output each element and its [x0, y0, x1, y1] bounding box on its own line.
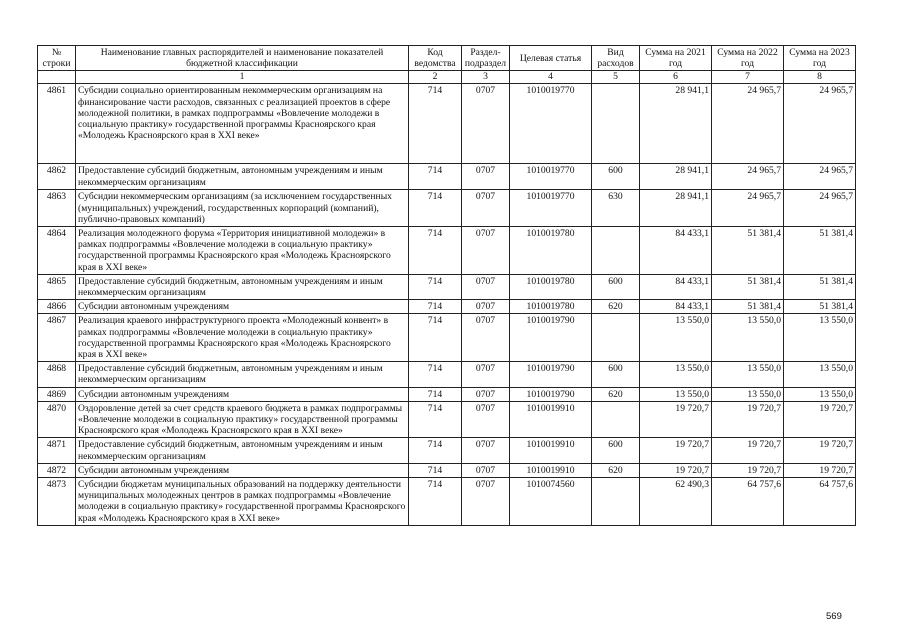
col-number: 4	[510, 71, 592, 84]
table-row	[38, 387, 856, 401]
row-sum-2021: 19 720,7	[640, 401, 712, 438]
row-sum-2023: 51 381,4	[784, 274, 856, 299]
row-sum-2021: 84 433,1	[640, 274, 712, 299]
row-section: 0707	[462, 84, 510, 164]
col-number: 6	[640, 71, 712, 84]
row-target-article: 1010019780	[510, 227, 592, 275]
col-number: 1	[76, 71, 409, 84]
col-number: 7	[712, 71, 784, 84]
row-name: Реализация молодежного форума «Территория инициативной молодежи» в рамках подпрограммы «Вовлечение молодежи в социальную практику» государственной программы Красноярского края «Молодежь Красноярского края в XXI веке»	[76, 227, 409, 275]
row-sum-2021: 84 433,1	[640, 227, 712, 275]
col-number	[38, 71, 76, 84]
row-sum-2022: 13 550,0	[712, 362, 784, 387]
row-sum-2022: 13 550,0	[712, 387, 784, 401]
row-department-code: 714	[409, 387, 462, 401]
row-sum-2022: 24 965,7	[712, 164, 784, 190]
row-name: Реализация краевого инфраструктурного проекта «Молодежный конвент» в рамках подпрограммы «Вовлечение молодежи в социальную практику» государственной программы Красноярского края «Молодежь Красноярского края в XXI веке»	[76, 314, 409, 362]
row-name: Оздоровление детей за счет средств краевого бюджета в рамках подпрограммы «Вовлечение молодежи в социальную практику» государственной программы Красноярского края «Молодежь Красноярского края в XXI веке»	[76, 401, 409, 438]
row-target-article: 1010019910	[510, 463, 592, 477]
col-header-expense-type: Вид расходов	[592, 46, 640, 71]
row-target-article: 1010019790	[510, 362, 592, 387]
row-department-code: 714	[409, 164, 462, 190]
table-row	[38, 478, 856, 526]
row-target-article: 1010019910	[510, 401, 592, 438]
row-sum-2023: 13 550,0	[784, 314, 856, 362]
budget-table	[37, 45, 856, 526]
row-sum-2022: 19 720,7	[712, 401, 784, 438]
row-section: 0707	[462, 227, 510, 275]
row-number: 4866	[38, 300, 76, 314]
row-sum-2021: 13 550,0	[640, 314, 712, 362]
table-row	[38, 274, 856, 299]
row-number: 4871	[38, 438, 76, 463]
table-row	[38, 300, 856, 314]
row-sum-2021: 19 720,7	[640, 463, 712, 477]
row-section: 0707	[462, 274, 510, 299]
table-row	[38, 314, 856, 362]
row-number: 4870	[38, 401, 76, 438]
row-section: 0707	[462, 401, 510, 438]
col-header-target-article: Целевая статья	[510, 46, 592, 71]
row-department-code: 714	[409, 478, 462, 526]
col-number: 5	[592, 71, 640, 84]
col-header-sum-2021: Сумма на 2021 год	[640, 46, 712, 71]
row-sum-2023: 51 381,4	[784, 227, 856, 275]
col-header-row-number: № строки	[38, 46, 76, 71]
row-number: 4869	[38, 387, 76, 401]
col-header-name: Наименование главных распорядителей и наименование показателей бюджетной классификации	[76, 46, 409, 71]
row-sum-2022: 51 381,4	[712, 274, 784, 299]
table-row	[38, 438, 856, 463]
row-sum-2023: 51 381,4	[784, 300, 856, 314]
row-sum-2021: 28 941,1	[640, 164, 712, 190]
table-row	[38, 362, 856, 387]
row-department-code: 714	[409, 274, 462, 299]
row-expense-type: 630	[592, 190, 640, 227]
row-target-article: 1010019790	[510, 387, 592, 401]
row-number: 4873	[38, 478, 76, 526]
row-sum-2021: 28 941,1	[640, 84, 712, 164]
row-target-article: 1010019770	[510, 190, 592, 227]
col-header-department-code: Код ведомства	[409, 46, 462, 71]
row-section: 0707	[462, 463, 510, 477]
row-department-code: 714	[409, 314, 462, 362]
row-expense-type: 600	[592, 362, 640, 387]
row-sum-2023: 24 965,7	[784, 84, 856, 164]
row-sum-2022: 19 720,7	[712, 438, 784, 463]
row-sum-2021: 13 550,0	[640, 362, 712, 387]
row-expense-type: 620	[592, 300, 640, 314]
row-section: 0707	[462, 164, 510, 190]
row-sum-2023: 64 757,6	[784, 478, 856, 526]
row-sum-2023: 24 965,7	[784, 190, 856, 227]
table-row	[38, 164, 856, 190]
row-name: Предоставление субсидий бюджетным, автономным учреждениям и иным некоммерческим организациям	[76, 438, 409, 463]
row-sum-2022: 24 965,7	[712, 190, 784, 227]
row-expense-type: 620	[592, 463, 640, 477]
row-sum-2021: 19 720,7	[640, 438, 712, 463]
row-department-code: 714	[409, 300, 462, 314]
column-number-row	[38, 71, 856, 84]
row-department-code: 714	[409, 84, 462, 164]
row-number: 4868	[38, 362, 76, 387]
col-number: 8	[784, 71, 856, 84]
row-number: 4867	[38, 314, 76, 362]
row-name: Субсидии автономным учреждениям	[76, 463, 409, 477]
row-section: 0707	[462, 314, 510, 362]
row-section: 0707	[462, 478, 510, 526]
row-section: 0707	[462, 387, 510, 401]
col-number: 3	[462, 71, 510, 84]
row-expense-type: 600	[592, 274, 640, 299]
row-sum-2023: 24 965,7	[784, 164, 856, 190]
col-number: 2	[409, 71, 462, 84]
table-row	[38, 190, 856, 227]
row-sum-2023: 13 550,0	[784, 362, 856, 387]
row-department-code: 714	[409, 401, 462, 438]
row-name: Предоставление субсидий бюджетным, автономным учреждениям и иным некоммерческим организациям	[76, 274, 409, 299]
row-department-code: 714	[409, 463, 462, 477]
row-sum-2021: 84 433,1	[640, 300, 712, 314]
row-sum-2022: 51 381,4	[712, 227, 784, 275]
col-header-section: Раздел-подраздел	[462, 46, 510, 71]
row-sum-2021: 13 550,0	[640, 387, 712, 401]
row-section: 0707	[462, 190, 510, 227]
col-header-sum-2022: Сумма на 2022 год	[712, 46, 784, 71]
row-name: Субсидии автономным учреждениям	[76, 387, 409, 401]
row-sum-2022: 13 550,0	[712, 314, 784, 362]
row-expense-type	[592, 227, 640, 275]
row-department-code: 714	[409, 190, 462, 227]
row-expense-type	[592, 401, 640, 438]
page-number: 569	[826, 611, 842, 622]
row-sum-2022: 51 381,4	[712, 300, 784, 314]
row-sum-2022: 19 720,7	[712, 463, 784, 477]
row-sum-2021: 62 490,3	[640, 478, 712, 526]
row-name: Субсидии социально ориентированным некоммерческим организациям на финансирование части расходов, связанных с реализацией проектов в сфере молодежной политики, в рамках подпрограммы «Вовлечение молодежи в социальную практику» государственной программы Красноярского края «Молодежь Красноярского края в XXI веке»	[76, 84, 409, 164]
row-expense-type: 600	[592, 438, 640, 463]
row-sum-2023: 19 720,7	[784, 438, 856, 463]
header-row	[38, 46, 856, 71]
row-name: Предоставление субсидий бюджетным, автономным учреждениям и иным некоммерческим организациям	[76, 362, 409, 387]
row-target-article: 1010019910	[510, 438, 592, 463]
col-header-sum-2023: Сумма на 2023 год	[784, 46, 856, 71]
row-number: 4864	[38, 227, 76, 275]
row-expense-type	[592, 84, 640, 164]
row-name: Субсидии бюджетам муниципальных образований на поддержку деятельности муниципальных молодежных центров в рамках подпрограммы «Вовлечение молодежи в социальную практику» государственной программы Красноярского края «Молодежь Красноярского края в XXI веке»	[76, 478, 409, 526]
row-target-article: 1010019780	[510, 300, 592, 314]
table-row	[38, 401, 856, 438]
row-sum-2022: 24 965,7	[712, 84, 784, 164]
table-row	[38, 227, 856, 275]
row-expense-type: 620	[592, 387, 640, 401]
row-target-article: 1010019790	[510, 314, 592, 362]
row-sum-2023: 13 550,0	[784, 387, 856, 401]
row-target-article: 1010019770	[510, 84, 592, 164]
row-number: 4861	[38, 84, 76, 164]
row-target-article: 1010019780	[510, 274, 592, 299]
row-section: 0707	[462, 300, 510, 314]
row-target-article: 1010074560	[510, 478, 592, 526]
row-expense-type	[592, 314, 640, 362]
row-department-code: 714	[409, 438, 462, 463]
row-sum-2021: 28 941,1	[640, 190, 712, 227]
table-row	[38, 84, 856, 164]
row-section: 0707	[462, 438, 510, 463]
row-name: Субсидии автономным учреждениям	[76, 300, 409, 314]
row-expense-type	[592, 478, 640, 526]
row-name: Предоставление субсидий бюджетным, автономным учреждениям и иным некоммерческим организациям	[76, 164, 409, 190]
row-department-code: 714	[409, 227, 462, 275]
row-number: 4863	[38, 190, 76, 227]
row-department-code: 714	[409, 362, 462, 387]
row-sum-2023: 19 720,7	[784, 463, 856, 477]
row-number: 4862	[38, 164, 76, 190]
row-sum-2022: 64 757,6	[712, 478, 784, 526]
row-name: Субсидии некоммерческим организациям (за исключением государственных (муниципальных) учреждений, государственных корпораций (компаний), публично-правовых компаний)	[76, 190, 409, 227]
row-number: 4872	[38, 463, 76, 477]
row-number: 4865	[38, 274, 76, 299]
row-expense-type: 600	[592, 164, 640, 190]
row-sum-2023: 19 720,7	[784, 401, 856, 438]
row-section: 0707	[462, 362, 510, 387]
table-row	[38, 463, 856, 477]
row-target-article: 1010019770	[510, 164, 592, 190]
